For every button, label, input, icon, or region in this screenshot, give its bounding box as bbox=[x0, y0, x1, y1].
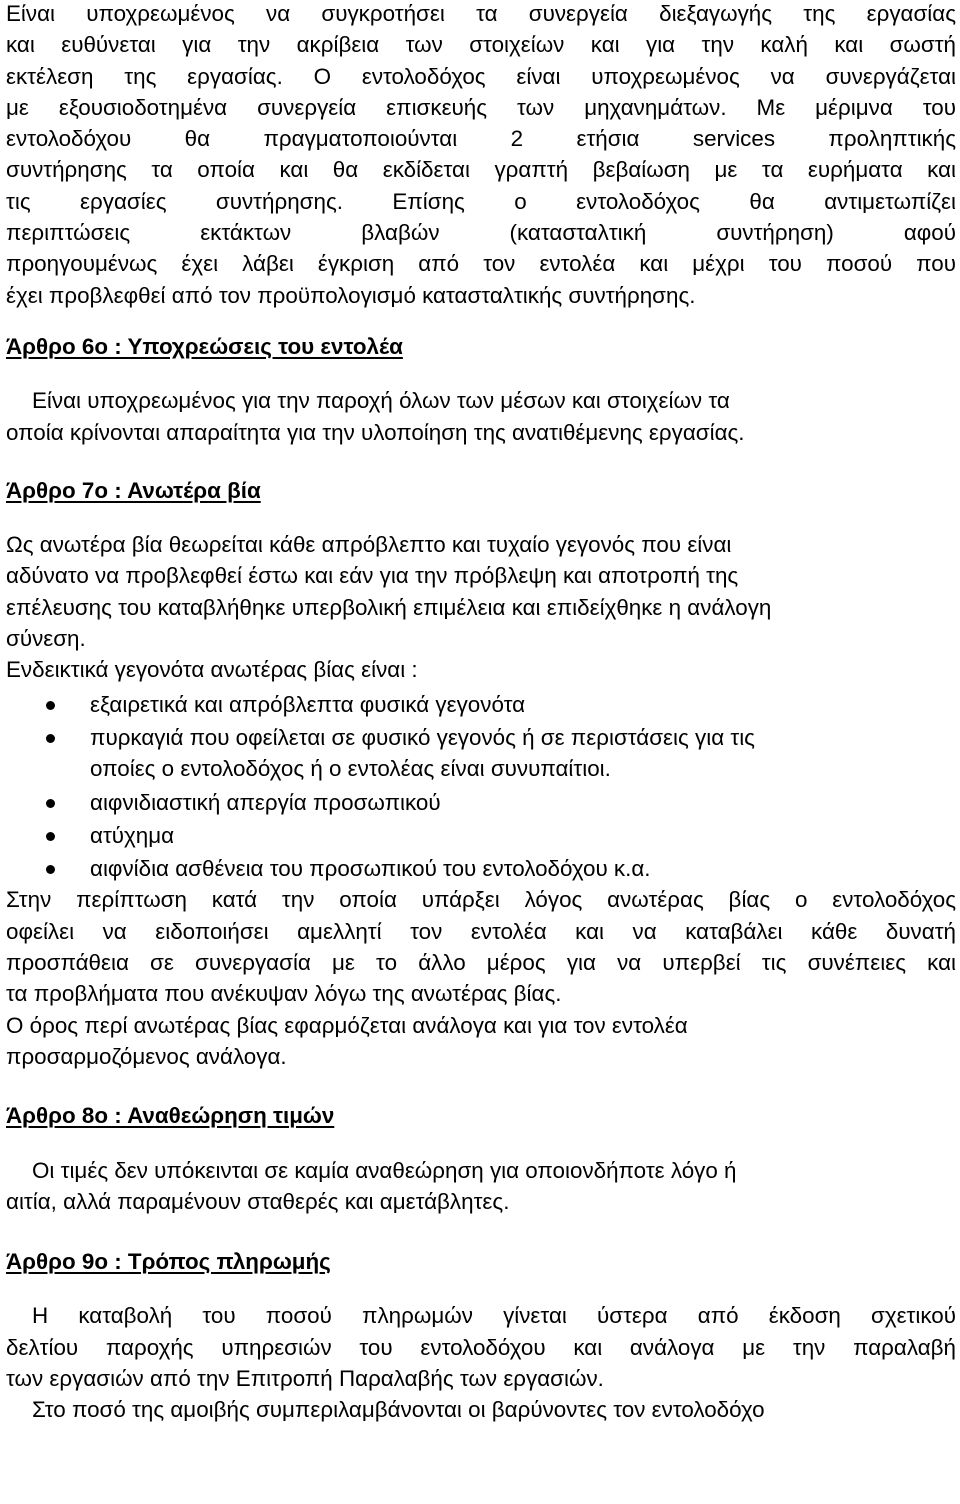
list-intro: Ενδεικτικά γεγονότα ανωτέρας βίας είναι : bbox=[6, 657, 418, 683]
list-item-text: ατύχημα bbox=[90, 822, 175, 848]
text-line: Ως ανωτέρα βία θεωρείται κάθε απρόβλεπτο και τυχαίο γεγονός που είναι bbox=[6, 532, 732, 558]
text-line: εντολοδόχου θα πραγματοποιούνται 2 ετήσια services προληπτικής bbox=[6, 126, 956, 152]
text-line: τα προβλήματα που ανέκυψαν λόγω της ανωτέρας βίας. bbox=[6, 981, 562, 1007]
text-line: σύνεση. bbox=[6, 626, 86, 652]
text-line: Στο ποσό της αμοιβής συμπεριλαμβάνονται οι βαρύνοντες τον εντολοδόχο bbox=[32, 1397, 765, 1423]
text-line: προσπάθεια σε συνεργασία με το άλλο μέρος για να υπερβεί τις συνέπειες και bbox=[6, 950, 956, 976]
article-6-heading: Άρθρο 6ο : Υποχρεώσεις του εντολέα bbox=[6, 333, 403, 359]
article-6-paragraph bbox=[6, 385, 956, 448]
list-item bbox=[6, 820, 956, 851]
text-line: αιτία, αλλά παραμένουν σταθερές και αμετάβλητες. bbox=[6, 1188, 510, 1214]
list-item bbox=[6, 787, 956, 818]
text-line: τις εργασίες συντήρησης. Επίσης ο εντολοδόχος θα αντιμετωπίζει bbox=[6, 188, 956, 214]
text-line: αδύνατο να προβλεφθεί έστω και εάν για την πρόβλεψη και αποτροπή της bbox=[6, 563, 739, 589]
text-line: επέλευσης του καταβλήθηκε υπερβολική επιμέλεια και επιδείχθηκε η ανάλογη bbox=[6, 594, 772, 620]
list-item-text: οποίες ο εντολοδόχος ή ο εντολέας είναι συνυπαίτιοι. bbox=[90, 756, 611, 782]
list-item bbox=[6, 853, 956, 884]
text-line: προηγουμένως έχει λάβει έγκριση από τον εντολέα και μέχρι του ποσού που bbox=[6, 251, 956, 277]
list-item-text: αιφνίδια ασθένεια του προσωπικού του εντολοδόχου κ.α. bbox=[90, 856, 651, 882]
text-line: συντήρησης τα οποία και θα εκδίδεται γραπτή βεβαίωση με τα ευρήματα και bbox=[6, 157, 956, 183]
force-majeure-list bbox=[6, 689, 956, 885]
text-line: δελτίου παροχής υπηρεσιών του εντολοδόχου και ανάλογα με την παραλαβή bbox=[6, 1334, 956, 1360]
text-line: και ευθύνεται για την ακρίβεια των στοιχείων και για την καλή και σωστή bbox=[6, 32, 956, 58]
article-7-applies bbox=[6, 1010, 956, 1073]
article-8-paragraph bbox=[6, 1155, 956, 1218]
text-line: προσαρμοζόμενος ανάλογα. bbox=[6, 1043, 287, 1069]
article-7-notice bbox=[6, 884, 956, 1009]
text-line: έχει προβλεφθεί από τον προϋπολογισμό κατασταλτικής συντήρησης. bbox=[6, 282, 696, 308]
text-line: οφείλει να ειδοποιήσει αμελλητί τον εντολέα και να καταβάλει κάθε δυνατή bbox=[6, 918, 956, 944]
bullet-icon bbox=[46, 734, 55, 743]
list-item-text: πυρκαγιά που οφείλεται σε φυσικό γεγονός ή σε περιστάσεις για τις bbox=[90, 724, 755, 750]
bullet-icon bbox=[46, 799, 55, 808]
bullet-icon bbox=[46, 865, 55, 874]
text-line: εκτέλεση της εργασίας. Ο εντολοδόχος είναι υποχρεωμένος να συνεργάζεται bbox=[6, 63, 956, 89]
list-item-text: εξαιρετικά και απρόβλεπτα φυσικά γεγονότα bbox=[90, 691, 526, 717]
text-line: Οι τιμές δεν υπόκεινται σε καμία αναθεώρηση για οποιονδήποτε λόγο ή bbox=[32, 1157, 737, 1183]
article-8-heading: Άρθρο 8ο : Αναθεώρηση τιμών bbox=[6, 1103, 335, 1129]
article-9-heading: Άρθρο 9ο : Τρόπος πληρωμής bbox=[6, 1249, 331, 1275]
text-line: με εξουσιοδοτημένα συνεργεία επισκευής των μηχανημάτων. Με μέριμνα του bbox=[6, 94, 956, 120]
text-line: Στην περίπτωση κατά την οποία υπάρξει λόγος ανωτέρας βίας ο εντολοδόχος bbox=[6, 887, 956, 913]
article-7-heading: Άρθρο 7ο : Ανωτέρα βία bbox=[6, 477, 261, 503]
article-7-definition bbox=[6, 529, 956, 654]
list-item bbox=[6, 689, 956, 720]
article-9-paragraph bbox=[6, 1300, 956, 1394]
list-item bbox=[6, 722, 956, 785]
list-item-text: αιφνιδιαστική απεργία προσωπικού bbox=[90, 789, 441, 815]
text-line: των εργασιών από την Επιτροπή Παραλαβής των εργασιών. bbox=[6, 1365, 604, 1391]
text-line: Είναι υποχρεωμένος για την παροχή όλων των μέσων και στοιχείων τα bbox=[32, 388, 730, 414]
text-line: οποία κρίνονται απαραίτητα για την υλοποίηση της ανατιθέμενης εργασίας. bbox=[6, 419, 745, 445]
bullet-icon bbox=[46, 832, 55, 841]
text-line: περιπτώσεις εκτάκτων βλαβών (κατασταλτική συντήρηση) αφού bbox=[6, 220, 956, 246]
document-page bbox=[6, 0, 956, 1426]
bullet-icon bbox=[46, 701, 55, 710]
text-line: Είναι υποχρεωμένος να συγκροτήσει τα συνεργεία διεξαγωγής της εργασίας bbox=[6, 1, 956, 26]
intro-paragraph bbox=[6, 0, 956, 311]
text-line: Ο όρος περί ανωτέρας βίας εφαρμόζεται ανάλογα και για τον εντολέα bbox=[6, 1012, 688, 1038]
text-line: Η καταβολή του ποσού πληρωμών γίνεται ύστερα από έκδοση σχετικού bbox=[32, 1303, 956, 1329]
